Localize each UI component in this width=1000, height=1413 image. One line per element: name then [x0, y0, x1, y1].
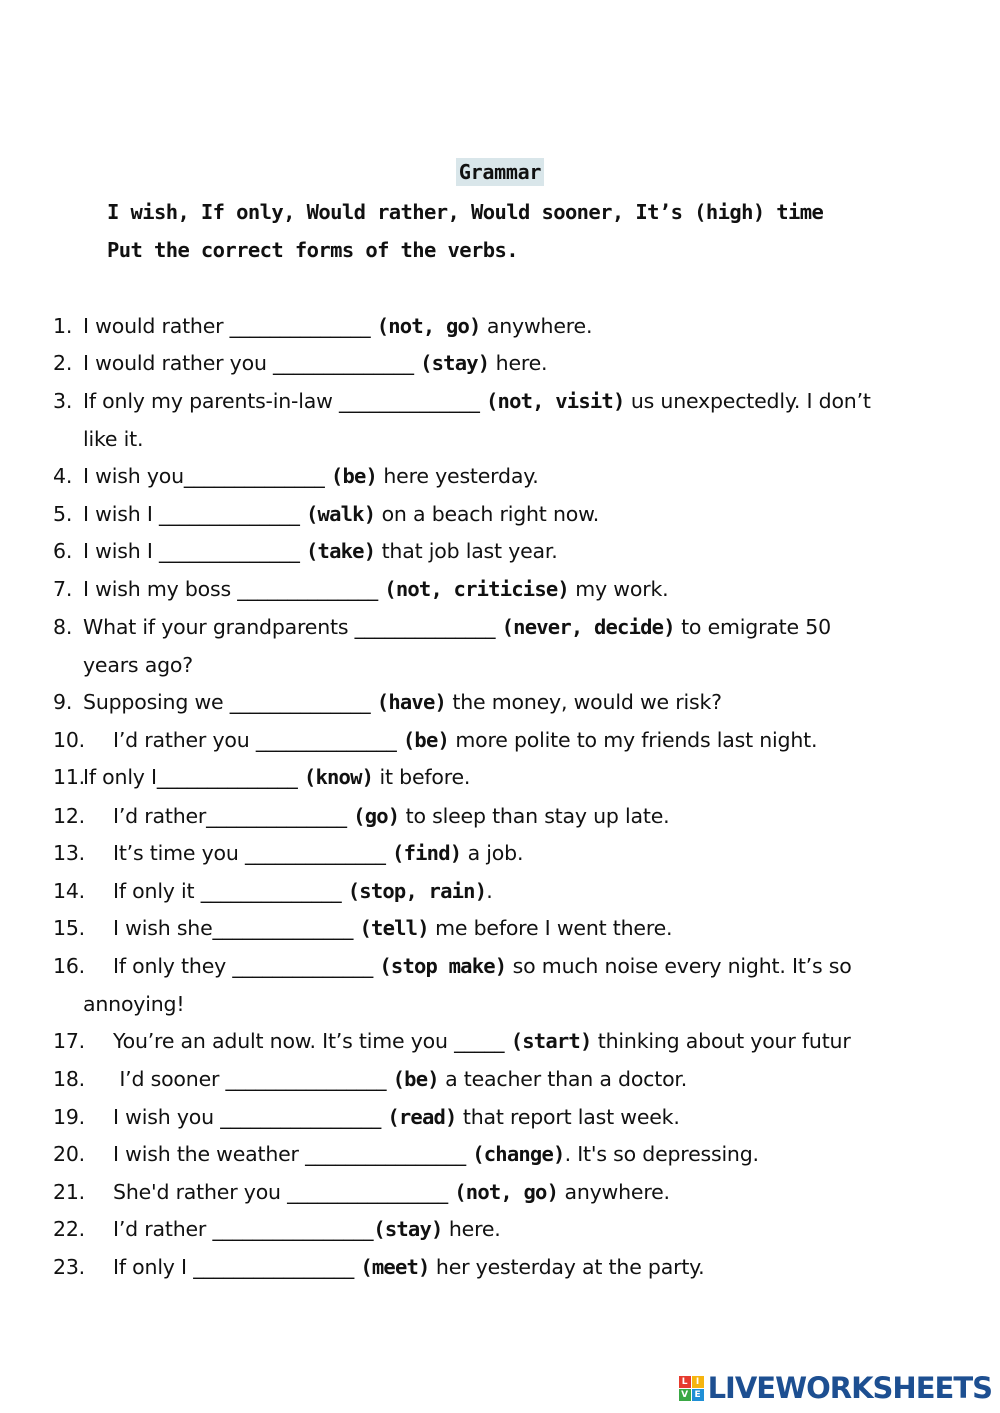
- question-number: 15.: [53, 916, 86, 940]
- question-text-end: here.: [489, 351, 548, 375]
- question-text: I would rather you ______________: [83, 351, 421, 375]
- question-text: If only I______________: [83, 765, 304, 789]
- question-number: 5.: [53, 502, 73, 526]
- question-number: 13.: [53, 841, 86, 865]
- verb-hint: (not, visit): [486, 389, 625, 413]
- question-text: I wish you______________: [83, 464, 331, 488]
- question-text-end: the money, would we risk?: [446, 690, 722, 714]
- verb-hint: (be): [392, 1067, 439, 1091]
- verb-hint: (not, go): [454, 1180, 559, 1204]
- question-text-end: a job.: [461, 841, 524, 865]
- question-text: If only I ________________: [113, 1255, 361, 1279]
- verb-hint: (meet): [360, 1255, 430, 1279]
- question-text: I wish she______________: [113, 916, 360, 940]
- question-item: [53, 722, 968, 760]
- brand-text: LIVEWORKSHEETS: [707, 1371, 992, 1405]
- question-item: [53, 1211, 968, 1249]
- question-item: [53, 873, 968, 911]
- question-item: [53, 496, 968, 534]
- question-text-end: on a beach right now.: [375, 502, 600, 526]
- verb-hint: (stop, rain): [347, 879, 487, 903]
- verb-hint: (stay): [373, 1217, 443, 1241]
- question-item: [53, 1249, 968, 1287]
- question-continuation: annoying!: [83, 991, 185, 1016]
- question-text: If only they ______________: [113, 954, 380, 978]
- verb-hint: (stay): [420, 351, 490, 375]
- verb-hint: (walk): [306, 502, 376, 526]
- question-item: [53, 948, 968, 1023]
- question-item: [53, 609, 968, 684]
- question-number: 11.: [53, 765, 86, 789]
- question-number: 22.: [53, 1217, 86, 1241]
- verb-hint: (never, decide): [501, 615, 675, 639]
- question-continuation: years ago?: [83, 652, 193, 677]
- question-number: 17.: [53, 1029, 86, 1053]
- question-text-end: us unexpectedly. I don’t: [624, 389, 871, 413]
- question-text-end: here.: [442, 1217, 501, 1241]
- liveworksheets-logo-icon: [679, 1376, 704, 1401]
- question-number: 9.: [53, 690, 73, 714]
- verb-hint: (be): [330, 464, 378, 488]
- question-text: I wish you ________________: [113, 1105, 388, 1129]
- question-item: [53, 684, 968, 722]
- question-number: 3.: [53, 389, 73, 413]
- instruction-topics: I wish, If only, Would rather, Would sooner, It’s (high) time: [107, 200, 824, 224]
- verb-hint: (go): [353, 804, 400, 828]
- question-text-end: my work.: [568, 577, 669, 601]
- question-item: [53, 571, 968, 609]
- question-text-end: that job last year.: [375, 539, 558, 563]
- question-item: [53, 759, 968, 797]
- question-text: I wish the weather ________________: [113, 1142, 473, 1166]
- question-text-end: that report last week.: [456, 1105, 680, 1129]
- question-number: 14.: [53, 879, 86, 903]
- question-text-end: here yesterday.: [377, 464, 539, 488]
- verb-hint: (know): [303, 765, 374, 789]
- question-text-end: anywhere.: [558, 1180, 670, 1204]
- question-number: 10.: [53, 728, 86, 752]
- instruction-task: Put the correct forms of the verbs.: [107, 238, 518, 262]
- question-text-end: so much noise every night. It’s so: [506, 954, 852, 978]
- logo-letter: I: [692, 1376, 704, 1388]
- question-text: I’d rather ________________: [113, 1217, 374, 1241]
- question-number: 6.: [53, 539, 73, 563]
- question-text: I wish I ______________: [83, 539, 306, 563]
- question-item: [53, 383, 968, 458]
- question-number: 4.: [53, 464, 73, 488]
- question-text: I wish I ______________: [83, 502, 306, 526]
- liveworksheets-brand: [679, 1371, 992, 1405]
- question-text-end: anywhere.: [480, 314, 593, 338]
- verb-hint: (stop make): [379, 954, 507, 978]
- question-text: I’d rather______________: [113, 804, 354, 828]
- question-text: It’s time you ______________: [113, 841, 393, 865]
- worksheet-title: Grammar: [456, 158, 544, 186]
- question-text-end: it before.: [373, 765, 471, 789]
- question-item: [53, 308, 968, 346]
- question-text: I would rather ______________: [83, 314, 377, 338]
- question-text: You’re an adult now. It’s time you _____: [113, 1029, 511, 1053]
- logo-letter: V: [679, 1389, 691, 1401]
- question-text-end: thinking about your futur: [591, 1029, 851, 1053]
- verb-hint: (not, criticise): [384, 577, 569, 601]
- question-number: 23.: [53, 1255, 86, 1279]
- verb-hint: (have): [376, 690, 447, 714]
- logo-letter: E: [692, 1389, 704, 1401]
- question-text-end: . It's so depressing.: [564, 1142, 759, 1166]
- question-text-end: more polite to my friends last night.: [449, 728, 818, 752]
- logo-letter: L: [679, 1376, 691, 1388]
- question-item: [53, 1061, 968, 1099]
- question-text-end: her yesterday at the party.: [429, 1255, 705, 1279]
- question-text: Supposing we ______________: [83, 690, 377, 714]
- verb-hint: (not, go): [376, 314, 481, 338]
- question-text: I wish my boss ______________: [83, 577, 385, 601]
- question-text: I’d sooner ________________: [113, 1067, 393, 1091]
- question-number: 8.: [53, 615, 73, 639]
- question-number: 19.: [53, 1105, 86, 1129]
- question-item: [53, 345, 968, 383]
- verb-hint: (change): [472, 1142, 565, 1166]
- question-text-end: to emigrate 50: [674, 615, 831, 639]
- verb-hint: (tell): [359, 916, 429, 940]
- question-text: She'd rather you ________________: [113, 1180, 455, 1204]
- question-number: 12.: [53, 804, 86, 828]
- question-item: [53, 910, 968, 948]
- verb-hint: (take): [306, 539, 376, 563]
- question-item: [53, 458, 968, 496]
- question-text-end: to sleep than stay up late.: [399, 804, 670, 828]
- verb-hint: (start): [510, 1029, 592, 1053]
- question-item: [53, 1136, 968, 1174]
- question-item: [53, 1174, 968, 1212]
- question-text-end: me before I went there.: [428, 916, 673, 940]
- question-number: 18.: [53, 1067, 86, 1091]
- question-number: 7.: [53, 577, 73, 601]
- question-text-end: a teacher than a doctor.: [438, 1067, 688, 1091]
- verb-hint: (read): [387, 1105, 457, 1129]
- question-number: 1.: [53, 314, 73, 338]
- question-number: 21.: [53, 1180, 86, 1204]
- title-wrap: [0, 158, 1000, 186]
- verb-hint: (be): [402, 728, 450, 752]
- question-continuation: like it.: [83, 426, 144, 451]
- question-number: 16.: [53, 954, 86, 978]
- question-item: [53, 798, 968, 836]
- question-item: [53, 1099, 968, 1137]
- verb-hint: (find): [392, 841, 462, 865]
- question-text: I’d rather you ______________: [113, 728, 403, 752]
- question-number: 2.: [53, 351, 73, 375]
- question-text-end: .: [486, 879, 493, 903]
- question-text: What if your grandparents ______________: [83, 615, 502, 639]
- question-item: [53, 533, 968, 571]
- question-number: 20.: [53, 1142, 86, 1166]
- question-item: [53, 835, 968, 873]
- question-text: If only my parents-in-law ______________: [83, 389, 486, 413]
- question-text: If only it ______________: [113, 879, 348, 903]
- question-item: [53, 1023, 968, 1061]
